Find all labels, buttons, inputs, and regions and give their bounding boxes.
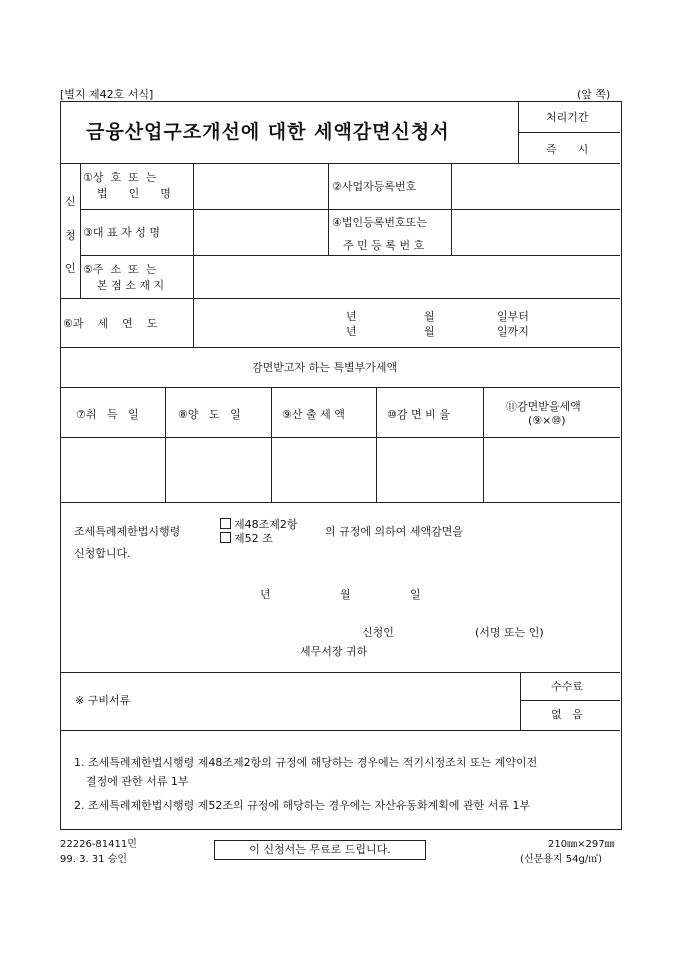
- period-from-day: 일부터: [497, 310, 529, 323]
- required-doc-item1-line2: 결정에 관한 서류 1부: [86, 775, 189, 788]
- form-code: 22226-81411민: [60, 839, 137, 850]
- statement-suffix: 의 규정에 의하여 세액감면을: [325, 525, 464, 538]
- resident-reg-number-field[interactable]: [455, 213, 617, 251]
- reduction-rate-field[interactable]: [379, 440, 481, 500]
- date-day: 일: [410, 588, 421, 601]
- approval-date: 99. 3. 31 승인: [60, 854, 128, 865]
- fee-label: 수수료: [551, 680, 583, 693]
- free-notice-box: [214, 840, 426, 860]
- representative-name-field[interactable]: [197, 213, 324, 251]
- period-from-year: 년: [346, 310, 357, 323]
- applicant-side-label-3: 인: [65, 262, 76, 275]
- representative-name-label: ③대 표 자 성 명: [83, 226, 160, 239]
- option-article-52: 제52 조: [220, 532, 273, 545]
- front-side-note: (앞 쪽): [577, 88, 611, 101]
- column-reduced-tax-formula: (⑨×⑩): [528, 414, 566, 427]
- processing-period-value: 즉 시: [546, 143, 589, 156]
- period-from-month: 월: [424, 310, 435, 323]
- period-to-year: 년: [346, 325, 357, 338]
- statement-prefix: 조세특례제한법시행령: [74, 525, 181, 538]
- address-label-line2: 본 점 소 재 지: [97, 279, 165, 292]
- article-48-checkbox[interactable]: [220, 518, 231, 529]
- corp-reg-number-label-line1: ④법인등록번호또는: [332, 216, 427, 229]
- period-to-month: 월: [424, 325, 435, 338]
- calculated-tax-field[interactable]: [274, 440, 374, 500]
- tax-year-label: ⑥과 세 연 도: [63, 317, 158, 330]
- acquisition-date-field[interactable]: [62, 440, 163, 500]
- trade-name-label-line1: ①상 호 또 는: [83, 171, 157, 184]
- form-number: [별지 제42호 서식]: [60, 88, 154, 101]
- column-transfer-date: ⑧양 도 일: [178, 408, 241, 421]
- column-acquisition-date: ⑦취 득 일: [76, 408, 139, 421]
- statement-line2: 신청합니다.: [74, 547, 131, 560]
- column-reduced-tax: ⑪감면받을세액: [506, 400, 581, 413]
- column-calculated-tax: ⑨산 출 세 액: [282, 408, 345, 421]
- option-article-48: 제48조제2항: [220, 518, 298, 531]
- trade-name-label-line2: 법 인 명: [97, 187, 171, 200]
- head-office-address-field[interactable]: [197, 259, 617, 295]
- reduced-tax-field[interactable]: [486, 440, 618, 500]
- processing-period-label: 처리기간: [546, 111, 589, 124]
- free-notice: 이 신청서는 무료로 드립니다.: [249, 843, 391, 856]
- paper-type: (신문용지 54g/㎡): [520, 854, 603, 865]
- applicant-signature-label: 신청인: [362, 626, 394, 639]
- corp-reg-number-label-line2: 주 민 등 록 번 호: [343, 239, 425, 252]
- applicant-side-label-2: 청: [65, 229, 76, 242]
- date-month: 월: [340, 588, 351, 601]
- required-documents-label: ※ 구비서류: [75, 694, 131, 707]
- required-doc-item1-line1: 1. 조세특례제한법시행령 제48조제2항의 규정에 해당하는 경우에는 적기시정조치 또는 계약이전: [74, 756, 538, 769]
- date-year: 년: [260, 588, 271, 601]
- section-title: 감면받고자 하는 특별부가세액: [252, 361, 398, 374]
- business-reg-number-field[interactable]: [455, 167, 617, 205]
- form-title: 금융산업구조개선에 대한 세액감면신청서: [86, 121, 450, 143]
- signature-or-seal-label: (서명 또는 인): [475, 626, 544, 639]
- address-label-line1: ⑤주 소 또 는: [83, 263, 157, 276]
- period-to-day: 일까지: [497, 325, 529, 338]
- transfer-date-field[interactable]: [168, 440, 269, 500]
- column-reduction-rate: ⑩감 면 비 율: [387, 408, 450, 421]
- recipient-tax-office: 세무서장 귀하: [300, 645, 368, 658]
- applicant-side-label-1: 신: [65, 195, 76, 208]
- trade-name-field[interactable]: [197, 167, 324, 205]
- required-doc-item2: 2. 조세특례제한법시행령 제52조의 규정에 해당하는 경우에는 자산유동화계획에 관한 서류 1부: [74, 799, 531, 812]
- article-52-checkbox[interactable]: [220, 532, 231, 543]
- fee-value: 없 음: [551, 708, 583, 721]
- business-reg-number-label: ②사업자등록번호: [332, 180, 417, 193]
- paper-size: 210㎜×297㎜: [548, 839, 615, 850]
